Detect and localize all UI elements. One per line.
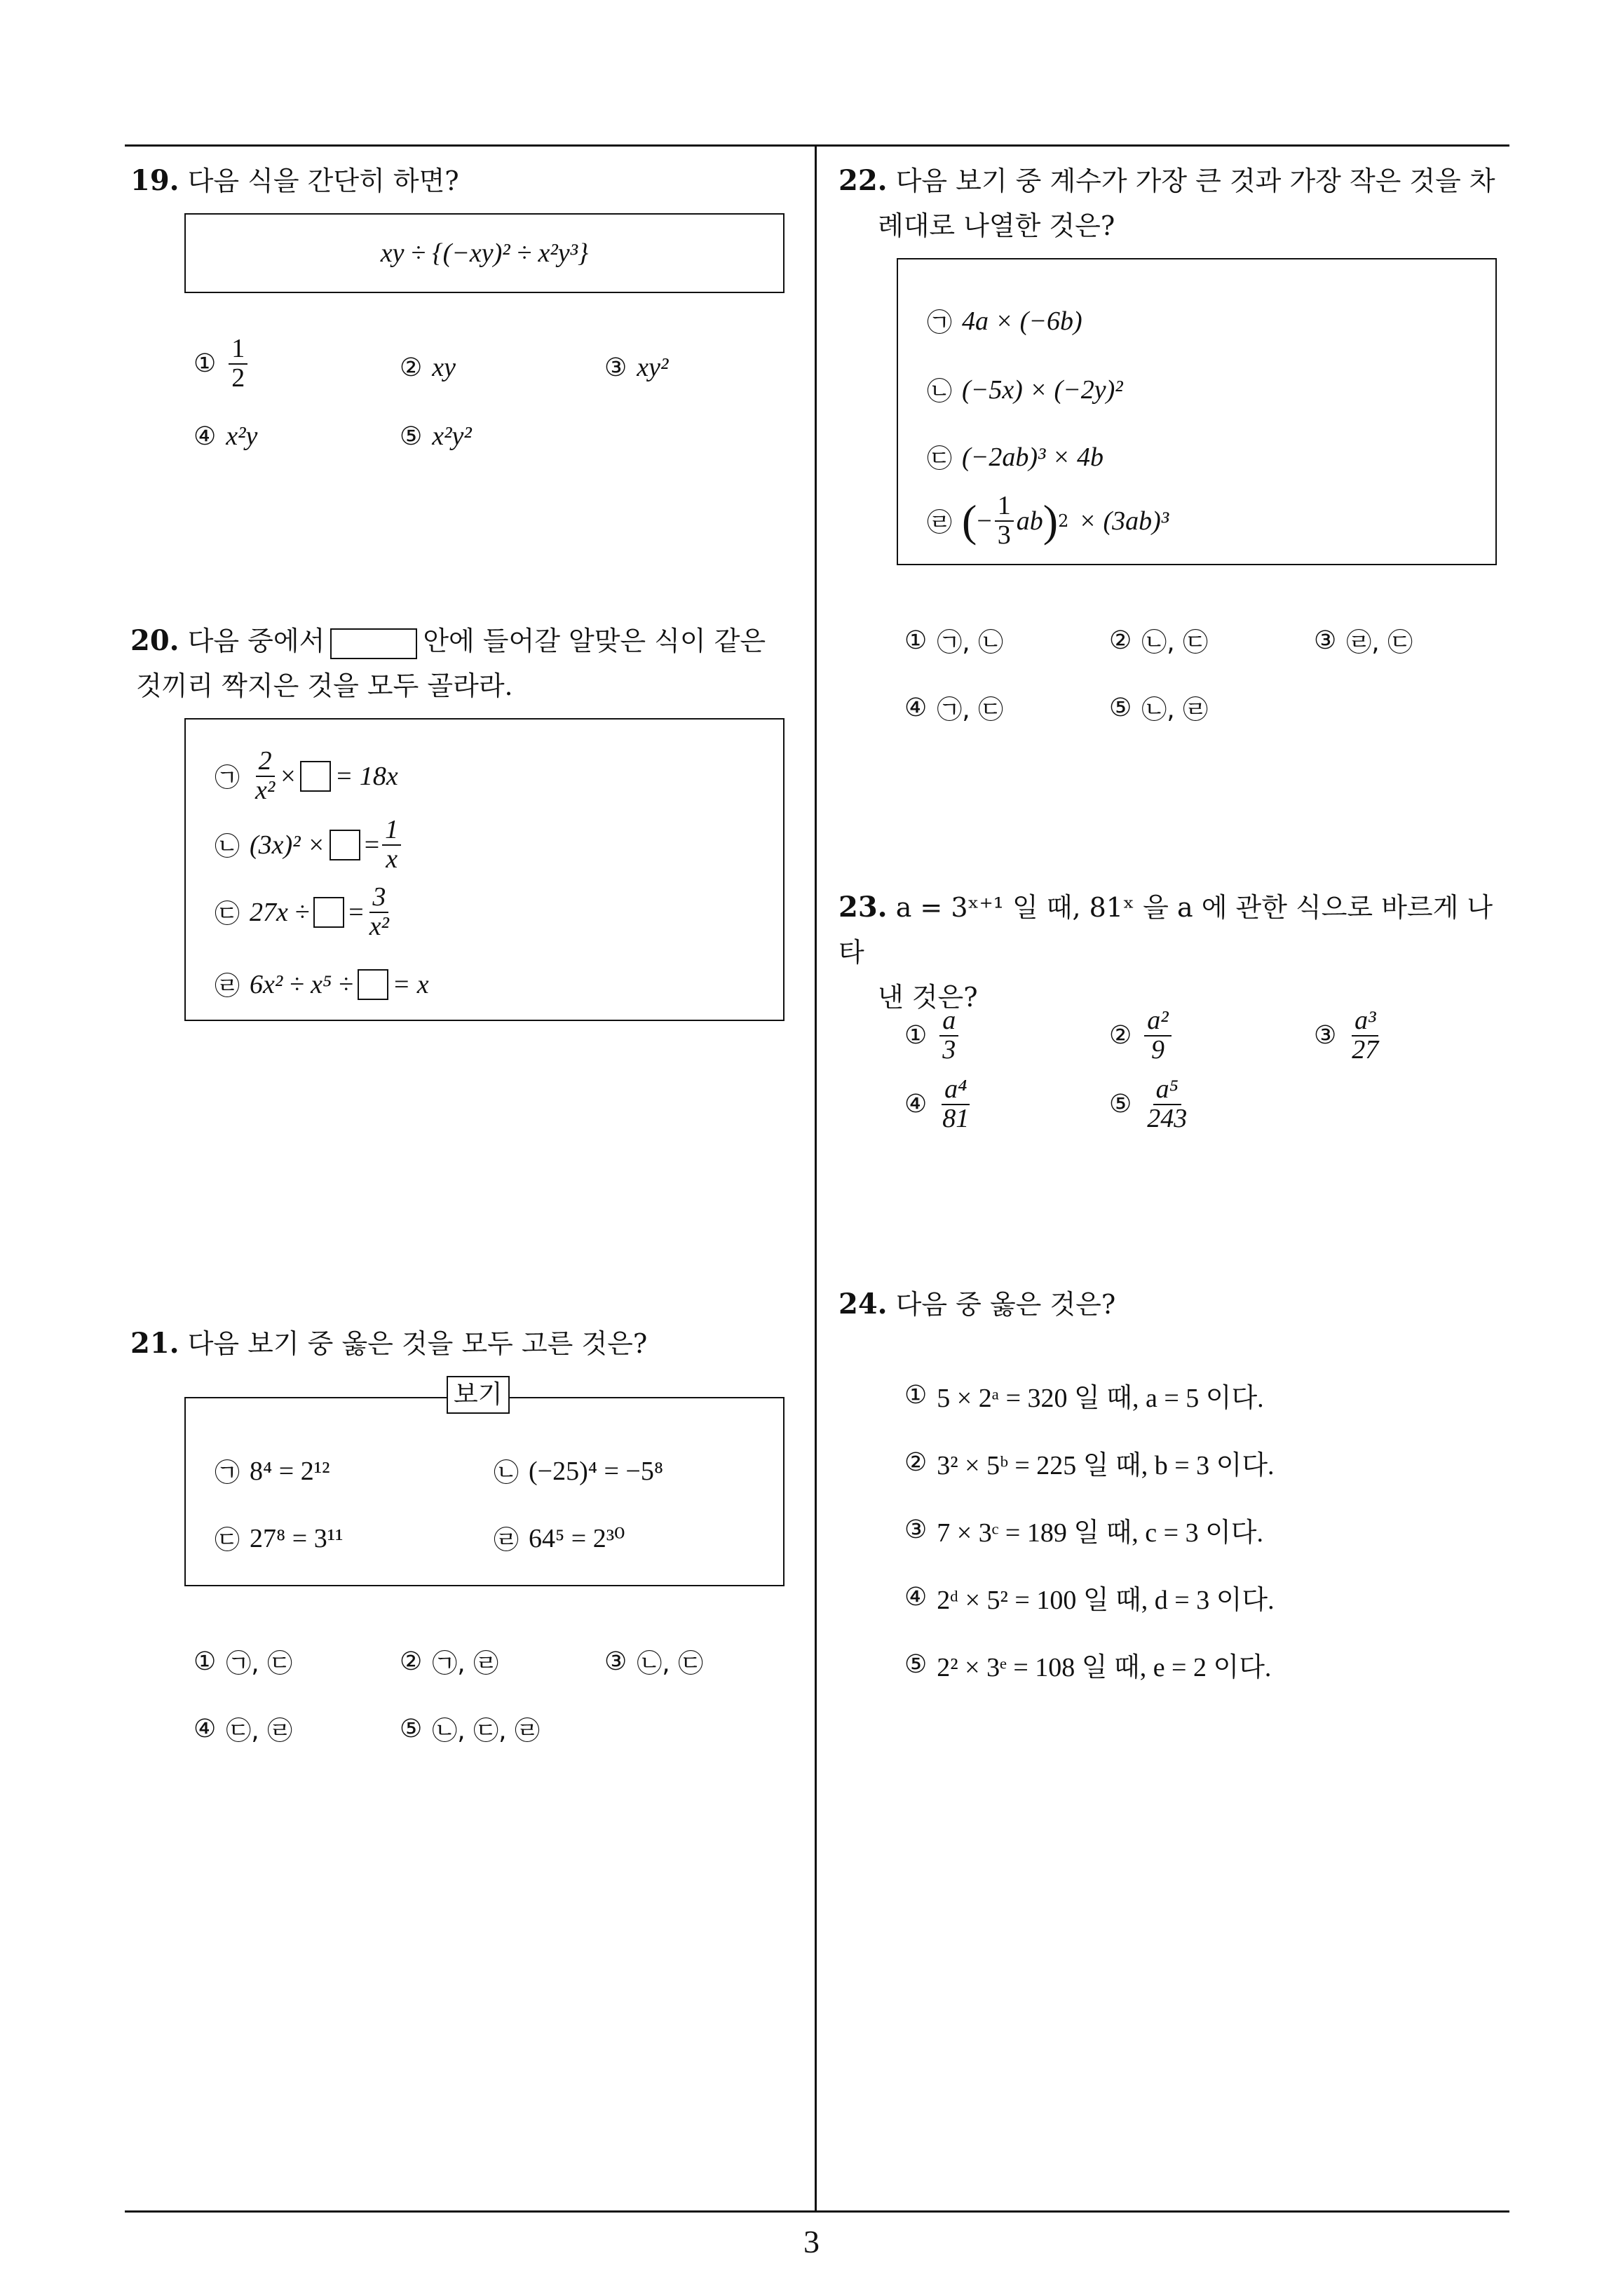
item-expr: (−2ab)³ × 4b	[962, 442, 1104, 472]
item-2: ㉡ (3x)² × = $\frac{1}{x}$	[215, 816, 404, 874]
bogi-item-3	[215, 1520, 343, 1556]
question-22	[838, 158, 1512, 248]
question-text-line2: 례대로 나열한 것은?	[878, 210, 1115, 241]
option-mark: ①	[904, 626, 928, 655]
blank-square	[330, 830, 360, 860]
fraction: $\frac{\text{a²}}{9}$	[1144, 1007, 1171, 1065]
item-expr: 64⁵ = 2³⁰	[529, 1524, 625, 1553]
question-text-line1: 다음 보기 중 계수가 가장 큰 것과 가장 작은 것을 차	[895, 166, 1495, 196]
option-4[interactable]	[193, 1711, 302, 1747]
option-text: ㉡, ㉢	[637, 1649, 704, 1678]
option-mark: ⑤	[400, 421, 423, 451]
item-expr: 4a × (−6b)	[962, 306, 1082, 336]
fraction: $\frac{1}{3}$	[995, 492, 1014, 550]
bogi-item-1	[215, 1453, 330, 1489]
question-text-line2: 것끼리 짝지은 것을 모두 골라라.	[136, 670, 513, 701]
item-mark: ㉢	[215, 900, 240, 929]
option-text: ㉠, ㉢	[226, 1649, 293, 1678]
item-mark: ㉣	[927, 508, 953, 538]
item-mark: ㉢	[927, 445, 953, 473]
item-rest: = 18x	[334, 761, 398, 791]
option-3[interactable]	[1314, 623, 1422, 659]
expression: xy ÷ {(−xy)² ÷ x²y³}	[380, 238, 589, 268]
option-mark: ①	[904, 1021, 928, 1051]
option-mark: ③	[1314, 1021, 1337, 1051]
fraction: $\frac{2}{\text{x²}}$	[255, 746, 276, 805]
option-mark: ⑤	[400, 1715, 423, 1743]
question-number: 24.	[838, 1288, 888, 1321]
option-text: 2ᵈ × 5² = 100 일 때, d = 3 이다.	[937, 1586, 1275, 1615]
option-3[interactable]	[604, 1644, 713, 1680]
fraction: $\frac{\text{a³}}{27}$	[1352, 1006, 1379, 1065]
option-2[interactable]	[1109, 623, 1218, 659]
column-divider	[815, 144, 817, 2212]
option-4[interactable]	[193, 421, 257, 452]
item-1	[927, 303, 1082, 339]
blank-square	[313, 897, 344, 928]
option-5[interactable]	[400, 1711, 550, 1747]
option-4[interactable]	[904, 690, 1013, 726]
page-number: 3	[803, 2224, 820, 2260]
option-text: x²y²	[432, 421, 472, 451]
bottom-rule	[125, 2210, 1509, 2213]
blank-square	[358, 969, 388, 1000]
bogi-item-4	[494, 1520, 625, 1556]
option-1[interactable]	[193, 1644, 302, 1680]
option-5[interactable]	[400, 421, 472, 452]
item-expr: 27⁸ = 3¹¹	[250, 1523, 344, 1553]
option-mark: ①	[193, 349, 217, 379]
fraction: $\frac{1}{x}$	[382, 816, 401, 874]
option-mark: ⑤	[904, 1650, 928, 1679]
option-text: ㉡, ㉣	[1141, 696, 1209, 724]
item-mark: ㉠	[215, 764, 240, 793]
question-text: 다음 식을 간단히 하면?	[187, 166, 459, 196]
item-2	[927, 372, 1123, 407]
expression-box	[184, 213, 785, 293]
option-3[interactable]	[904, 1511, 1263, 1549]
item-mark: ㉡	[927, 377, 953, 406]
option-2[interactable]	[400, 1644, 508, 1680]
item-rest: × (3ab)³	[1078, 506, 1169, 536]
bogi-label: 보기	[447, 1376, 510, 1414]
question-text: 다음 보기 중 옳은 것을 모두 고른 것은?	[187, 1328, 648, 1359]
option-mark: ②	[400, 353, 423, 382]
question-number: 21.	[130, 1327, 179, 1360]
option-mark: ③	[904, 1515, 928, 1544]
option-text: 5 × 2ᵃ = 320 일 때, a = 5 이다.	[937, 1384, 1264, 1413]
question-text-after: 안에 들어갈 알맞은 식이 같은	[423, 626, 766, 656]
question-text-before: 다음 중에서	[187, 626, 325, 656]
question-number: 19.	[130, 164, 179, 197]
item-mark: ㉠	[215, 1459, 240, 1487]
item-3: ㉢ 27x ÷ = $\frac{3}{\text{x²}}$	[215, 884, 395, 941]
item-4	[215, 966, 429, 1002]
option-text: 2² × 3ᵉ = 108 일 때, e = 2 이다.	[937, 1653, 1272, 1682]
item-mark: ㉣	[494, 1526, 520, 1555]
item-lead: (3x)² ×	[250, 830, 325, 860]
fraction: $\frac{1}{2}$	[229, 335, 247, 393]
option-text: x²y	[226, 421, 258, 451]
option-text: ㉠, ㉢	[937, 696, 1004, 724]
option-text: 7 × 3ᶜ = 189 일 때, c = 3 이다.	[937, 1518, 1263, 1548]
item-mark: ㉠	[927, 309, 953, 337]
option-3[interactable]	[604, 352, 668, 383]
blank-box	[330, 628, 417, 659]
top-rule	[125, 144, 1509, 147]
option-mark: ⑤	[1109, 694, 1132, 722]
option-mark: ①	[904, 1381, 928, 1410]
item-mark: ㉣	[215, 972, 240, 1001]
option-text: ㉡, ㉢, ㉣	[432, 1717, 541, 1745]
item-expr: (−25)⁴ = −5⁸	[529, 1456, 664, 1486]
option-5[interactable]	[1109, 690, 1218, 726]
option-1[interactable]	[904, 1376, 1264, 1414]
item-mark: ㉡	[215, 832, 240, 862]
option-mark: ②	[1109, 1021, 1132, 1051]
option-2[interactable]	[904, 1443, 1275, 1482]
option-text: ㉡, ㉢	[1141, 628, 1209, 657]
question-number: 22.	[838, 164, 888, 197]
option-text: xy	[432, 353, 456, 382]
item-3	[927, 439, 1103, 475]
fraction: $\frac{\text{a⁵}}{243}$	[1147, 1074, 1188, 1133]
item-lead: 6x² ÷ x⁵ ÷	[250, 969, 353, 999]
question-23	[838, 885, 1512, 1020]
option-text: ㉠, ㉣	[432, 1649, 499, 1678]
option-mark: ④	[193, 1715, 217, 1743]
item-expr: 8⁴ = 2¹²	[250, 1456, 330, 1486]
question-19	[130, 158, 803, 203]
question-text-line2: 낸 것은?	[878, 982, 978, 1013]
option-text: ㉠, ㉡	[937, 628, 1004, 657]
question-24	[838, 1282, 1512, 1327]
option-mark: ②	[904, 1448, 928, 1477]
fraction: $\frac{a}{3}$	[939, 1007, 958, 1065]
item-mark: ㉢	[215, 1526, 240, 1555]
option-mark: ①	[193, 1647, 217, 1676]
option-mark: ④	[904, 1583, 928, 1612]
option-1[interactable]	[904, 1007, 961, 1065]
question-21	[130, 1321, 803, 1366]
option-text: 3² × 5ᵇ = 225 일 때, b = 3 이다.	[937, 1451, 1275, 1480]
question-text: 다음 중 옳은 것은?	[895, 1289, 1116, 1320]
bogi-box	[184, 1397, 785, 1586]
option-2[interactable]	[400, 352, 456, 383]
question-number: 23.	[838, 891, 888, 924]
option-4[interactable]	[904, 1076, 975, 1133]
option-mark: ④	[904, 1090, 928, 1119]
item-lead: 27x ÷	[250, 897, 310, 927]
fraction: $\frac{\text{a⁴}}{81}$	[942, 1074, 970, 1133]
option-5[interactable]	[1109, 1076, 1193, 1133]
bogi-item-2	[494, 1453, 663, 1489]
item-expr: (−5x) × (−2y)²	[962, 374, 1123, 405]
option-mark: ②	[400, 1647, 423, 1676]
fraction: $\frac{3}{\text{x²}}$	[369, 882, 389, 941]
option-mark: ②	[1109, 626, 1132, 655]
item-mark: ㉡	[494, 1459, 520, 1487]
question-text-line1: a = 3ˣ⁺¹ 일 때, 81ˣ 을 a 에 관한 식으로 바르게 나타	[838, 892, 1493, 968]
item-rest: = x	[392, 969, 429, 999]
option-mark: ③	[604, 1647, 627, 1676]
item-1: ㉠ $\frac{2}{\text{x²}}$ × = 18x	[215, 746, 398, 805]
blank-square	[300, 761, 331, 792]
option-mark: ③	[1314, 626, 1337, 655]
option-mark: ④	[904, 694, 928, 722]
option-mark: ④	[193, 421, 217, 451]
option-1[interactable]	[904, 623, 1013, 659]
option-3[interactable]	[1314, 1007, 1384, 1065]
option-4[interactable]	[904, 1578, 1275, 1616]
option-text: xy²	[637, 353, 669, 382]
option-text: ㉢, ㉣	[226, 1717, 293, 1745]
option-5[interactable]	[904, 1645, 1271, 1684]
option-2[interactable]	[1109, 1007, 1174, 1065]
option-1[interactable]	[193, 335, 250, 393]
option-mark: ⑤	[1109, 1090, 1132, 1119]
question-number: 20.	[130, 624, 179, 657]
option-text: ㉣, ㉢	[1346, 628, 1413, 657]
option-mark: ③	[604, 353, 627, 382]
item-4: ㉣ ( − $\frac{1}{3}$ ab ) 2 × (3ab)³	[927, 491, 1169, 550]
question-20	[130, 619, 803, 708]
